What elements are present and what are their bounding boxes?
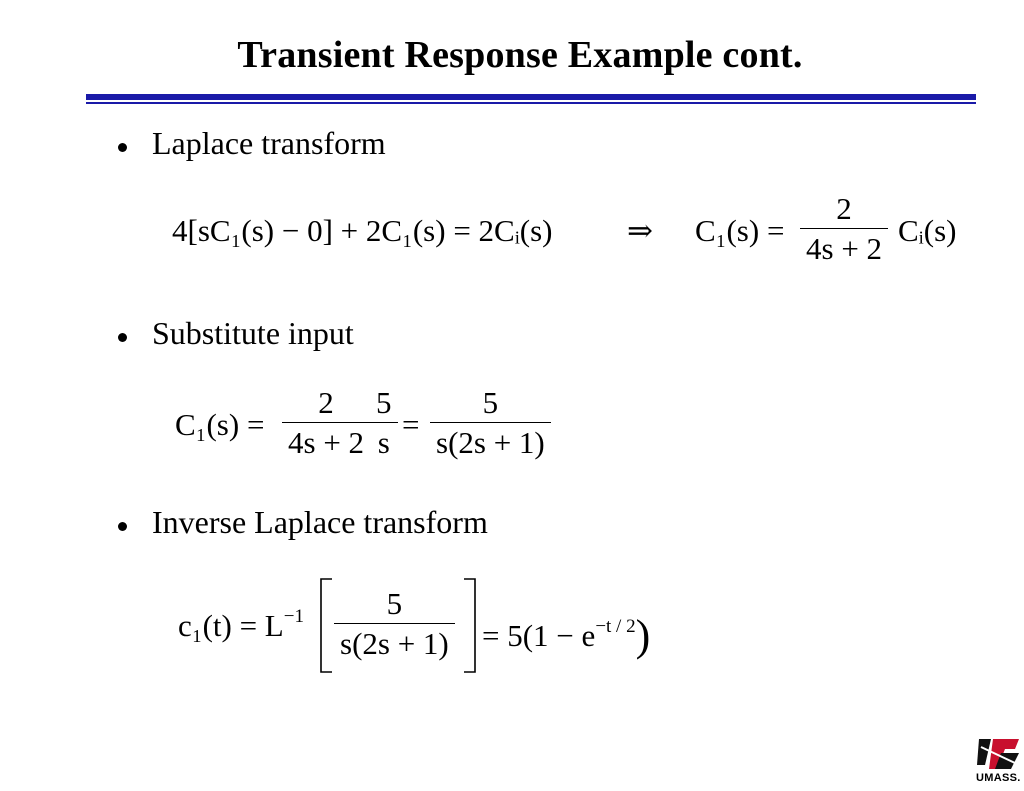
bullet-dot bbox=[118, 522, 127, 531]
eq2-frac3-num: 5 bbox=[482, 385, 499, 420]
bullet-dot bbox=[118, 333, 127, 342]
eq1-implies: ⇒ bbox=[627, 213, 653, 248]
eq2-frac1-num: 2 bbox=[318, 385, 334, 420]
bullet-inverse-laplace-transform: Inverse Laplace transform bbox=[152, 504, 488, 540]
eq3-frac-den: s(2s + 1) bbox=[334, 623, 455, 659]
eq3-lhs bbox=[178, 606, 304, 643]
eq3-rhs-text: = 5(1 − e bbox=[482, 618, 596, 653]
eq2-equals: = bbox=[402, 407, 420, 442]
equation-laplace bbox=[172, 193, 553, 248]
eq2-fraction-2 bbox=[370, 387, 398, 458]
eq1-rhs-tail: Cᵢ(s) bbox=[898, 213, 957, 248]
eq2-frac2-den: s bbox=[370, 422, 398, 458]
eq2-fraction-3 bbox=[430, 387, 551, 458]
bullet-dot bbox=[118, 143, 127, 152]
eq2-fraction-1 bbox=[282, 387, 370, 458]
eq3-inverse-superscript: −1 bbox=[283, 606, 304, 627]
eq1-fraction bbox=[800, 193, 888, 264]
eq3-close-paren: ) bbox=[635, 611, 651, 660]
title-rule-thin bbox=[86, 102, 976, 104]
eq3-frac-num: 5 bbox=[386, 586, 403, 621]
eq3-lhs-text: c₁(t) = L bbox=[178, 608, 284, 643]
eq2-frac1-den: 4s + 2 bbox=[282, 422, 370, 458]
eq3-fraction bbox=[334, 588, 455, 659]
bullet-laplace-transform: Laplace transform bbox=[152, 125, 386, 161]
umass-logo-text: UMASS. bbox=[976, 772, 1021, 784]
eq3-rhs bbox=[482, 610, 651, 660]
eq2-frac3-den: s(2s + 1) bbox=[430, 422, 551, 458]
eq2-frac2-num: 5 bbox=[376, 385, 392, 420]
eq1-frac-num: 2 bbox=[836, 191, 852, 226]
eq1-frac-den: 4s + 2 bbox=[800, 228, 888, 264]
slide-title: Transient Response Example cont. bbox=[237, 34, 803, 76]
title-rule-thick bbox=[86, 94, 976, 100]
eq1-lhs: 4[sC₁(s) − 0] + 2C₁(s) = 2Cᵢ(s) bbox=[172, 213, 553, 248]
eq1-rhs-lhs: C₁(s) = bbox=[695, 213, 785, 248]
bullet-substitute-input: Substitute input bbox=[152, 315, 354, 351]
eq3-exponent: −t / 2 bbox=[595, 616, 636, 637]
eq2-lhs: C₁(s) = bbox=[175, 407, 265, 442]
